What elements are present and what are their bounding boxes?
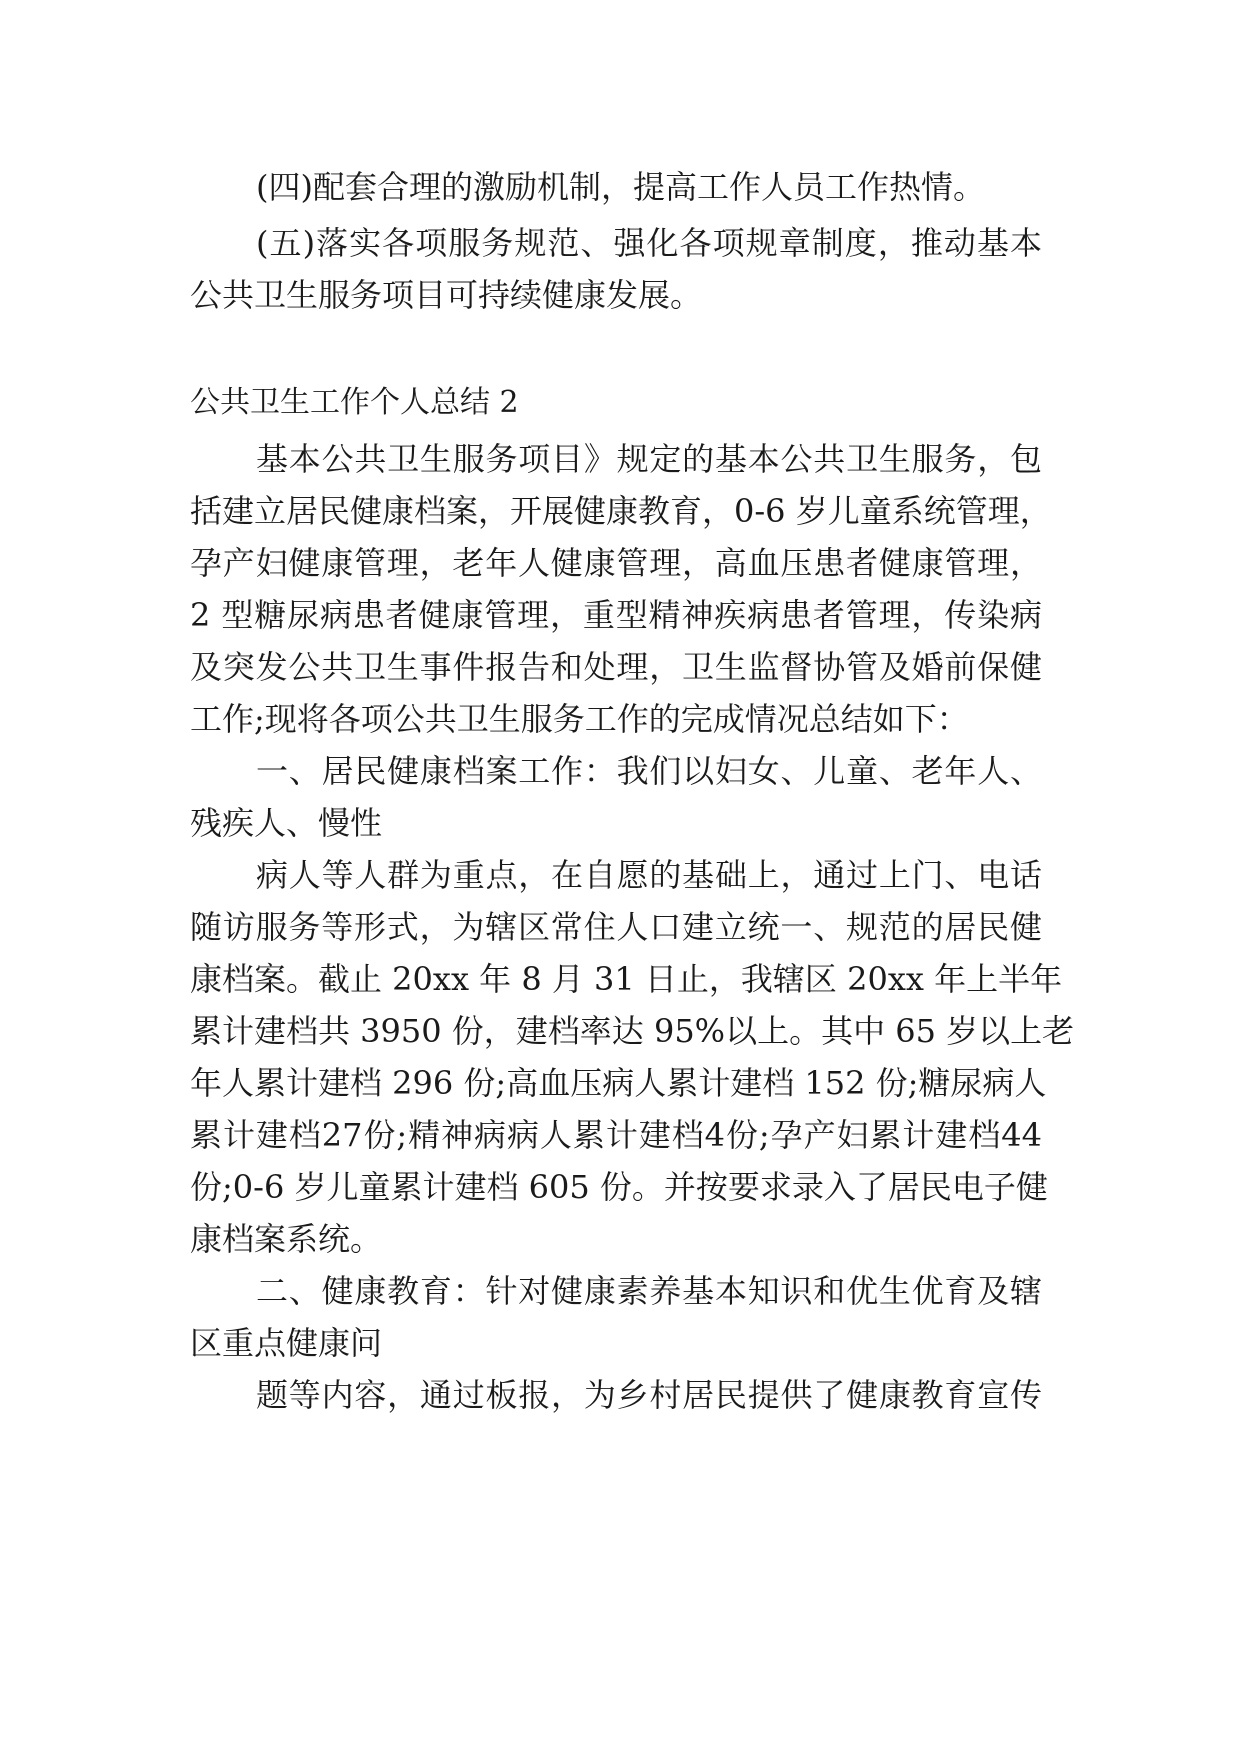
paragraph-line: 累计建档27份;精神病病人累计建档4份;孕产妇累计建档44 [190, 1116, 1042, 1154]
paragraph-line: 公共卫生服务项目可持续健康发展。 [190, 276, 703, 314]
paragraph-line: 残疾人、慢性 [190, 804, 383, 842]
paragraph-line: 病人等人群为重点，在自愿的基础上，通过上门、电话 [256, 856, 1042, 894]
paragraph-line: 区重点健康问 [190, 1324, 383, 1362]
paragraph-line: 及突发公共卫生事件报告和处理，卫生监督协管及婚前保健 [190, 648, 1042, 686]
paragraph-line: 一、居民健康档案工作：我们以妇女、儿童、老年人、 [256, 752, 1042, 790]
paragraph-line: 随访服务等形式，为辖区常住人口建立统一、规范的居民健 [190, 908, 1042, 946]
paragraph-line: (五)落实各项服务规范、强化各项规章制度，推动基本 [256, 224, 1042, 262]
paragraph-line: 康档案系统。 [190, 1220, 383, 1258]
paragraph-line: 括建立居民健康档案，开展健康教育，0-6 岁儿童系统管理， [190, 492, 1052, 530]
paragraph-line: 孕产妇健康管理，老年人健康管理，高血压患者健康管理， [190, 544, 1042, 582]
paragraph-line: 题等内容，通过板报，为乡村居民提供了健康教育宣传 [256, 1376, 1042, 1414]
paragraph-line: 份;0-6 岁儿童累计建档 605 份。并按要求录入了居民电子健 [190, 1168, 1048, 1206]
paragraph-line: (四)配套合理的激励机制，提高工作人员工作热情。 [256, 168, 985, 206]
paragraph-line: 康档案。截止 20xx 年 8 月 31 日止，我辖区 20xx 年上半年 [190, 960, 1063, 998]
paragraph-line: 累计建档共 3950 份，建档率达 95%以上。其中 65 岁以上老 [190, 1012, 1075, 1050]
paragraph-line: 基本公共卫生服务项目》规定的基本公共卫生服务，包 [256, 440, 1042, 478]
paragraph-line: 工作;现将各项公共卫生服务工作的完成情况总结如下： [190, 700, 969, 738]
paragraph-line: 2 型糖尿病患者健康管理，重型精神疾病患者管理，传染病 [190, 596, 1042, 634]
paragraph-line: 年人累计建档 296 份;高血压病人累计建档 152 份;糖尿病人 [190, 1064, 1047, 1102]
section-heading: 公共卫生工作个人总结 2 [190, 385, 519, 420]
paragraph-line: 二、健康教育：针对健康素养基本知识和优生优育及辖 [256, 1272, 1042, 1310]
